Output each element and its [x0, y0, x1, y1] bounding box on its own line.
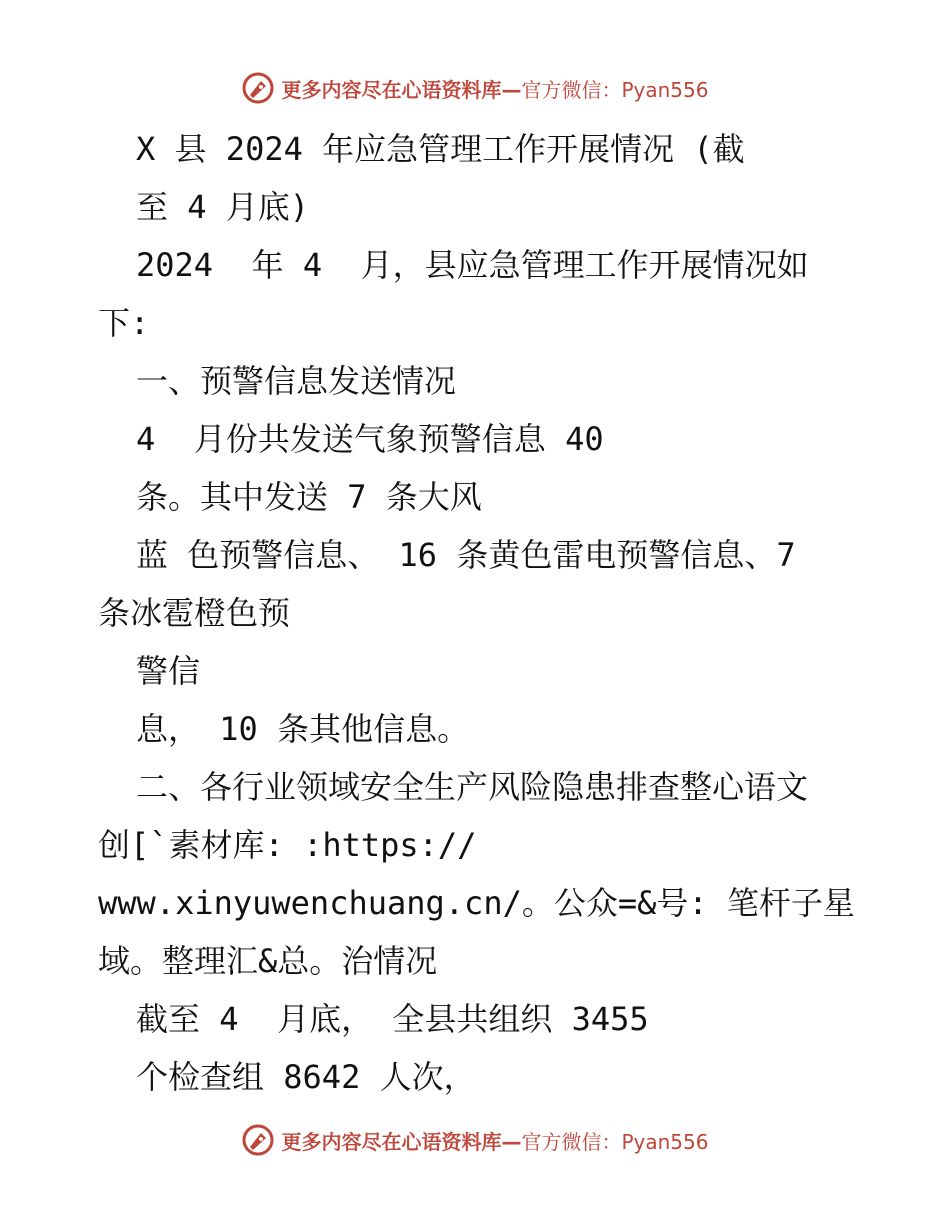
doc-title-line-2: 至 4 月底) [136, 188, 310, 226]
doc-paragraph-line: 条冰雹橙色预 [98, 594, 291, 632]
doc-paragraph-line: 警信 [136, 652, 201, 690]
doc-paragraph-line: www.xinyuwenchuang.cn/。公众=&号: 笔杆子星 [98, 884, 855, 922]
doc-paragraph-line: 下: [98, 304, 150, 342]
doc-section-heading: 二、各行业领域安全生产风险隐患排查整心语文 [136, 768, 809, 806]
doc-paragraph-line: 域。整理汇&总。治情况 [98, 942, 438, 980]
doc-paragraph-line: 蓝 色预警信息、 16 条黄色雷电预警信息、7 [136, 536, 796, 574]
watermark-banner-bottom [0, 1120, 950, 1160]
doc-paragraph-line: 截至 4 月底， 全县共组织 3455 [136, 1000, 649, 1038]
watermark-text: 更多内容尽在心语资料库— [281, 77, 522, 102]
doc-paragraph-line: 2024 年 4 月，县应急管理工作开展情况如 [136, 246, 809, 284]
doc-paragraph-line: 个检查组 8642 人次， [136, 1058, 476, 1096]
doc-paragraph-line: 创[`素材库: :https:// [98, 826, 477, 864]
watermark-contact: 官方微信：Pyan556 [521, 77, 709, 102]
doc-paragraph-line: 息， 10 条其他信息。 [136, 710, 470, 748]
watermark-contact: 官方微信：Pyan556 [521, 1129, 709, 1154]
doc-paragraph-line: 4 月份共发送气象预警信息 40 [136, 420, 604, 458]
doc-section-heading: 一、预警信息发送情况 [136, 362, 457, 400]
watermark-text: 更多内容尽在心语资料库— [281, 1129, 522, 1154]
doc-paragraph-line: 条。其中发送 7 条大风 [136, 478, 482, 516]
pen-nib-circle-icon [241, 71, 275, 105]
watermark-banner-top [0, 68, 950, 108]
pen-nib-circle-icon [241, 1123, 275, 1157]
doc-title-line-1: X 县 2024 年应急管理工作开展情况 (截 [136, 130, 745, 168]
